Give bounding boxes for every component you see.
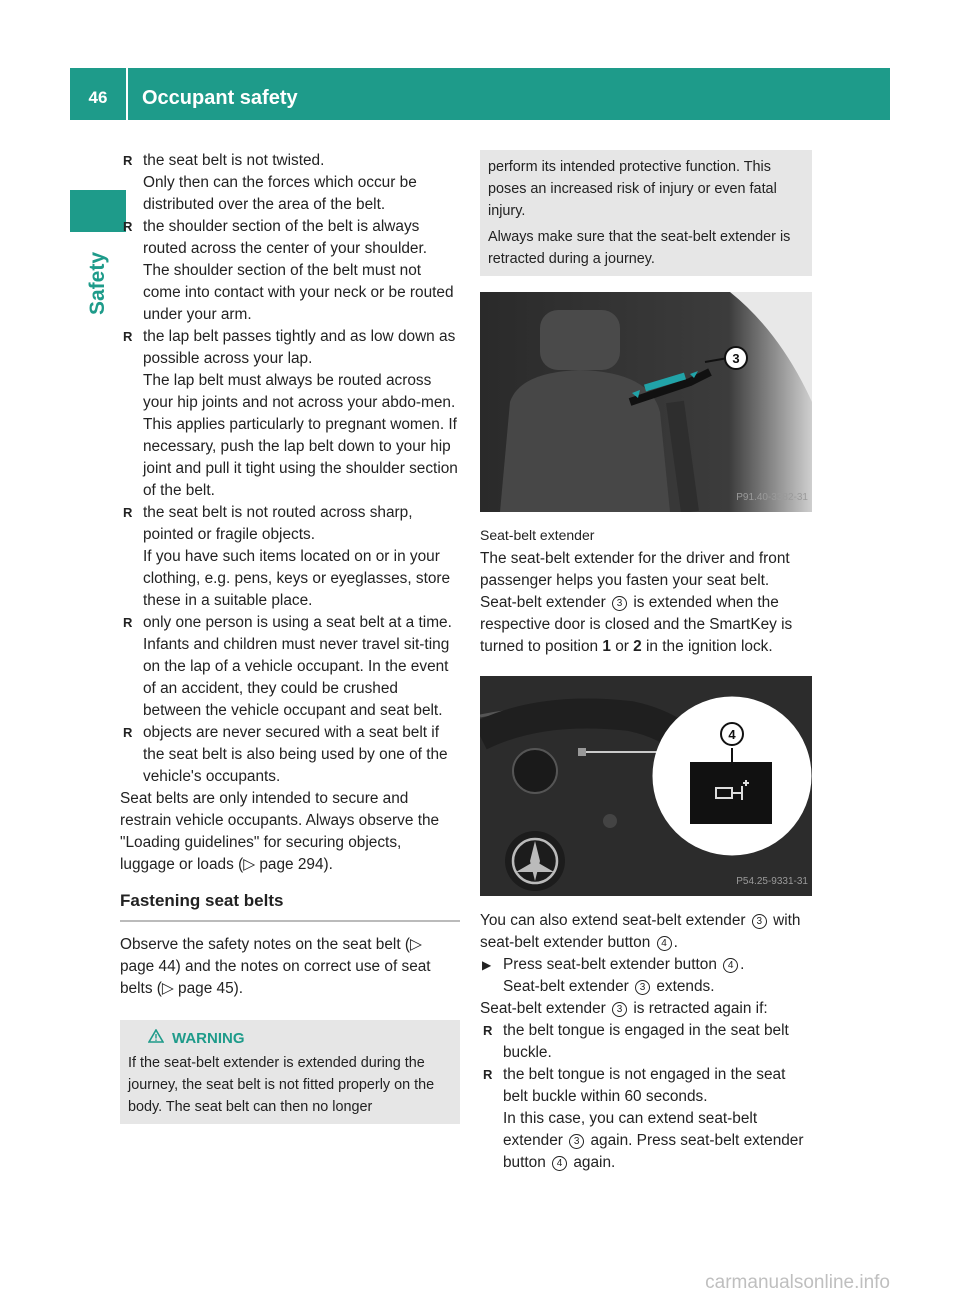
figure-caption: Seat-belt extender xyxy=(480,527,595,543)
callout-ref: 4 xyxy=(552,1156,567,1171)
warning-text: If the seat-belt extender is extended during the journey, the seat belt is not fitted properly on the body. The seat belt can then no longer xyxy=(128,1055,435,1115)
callout-ref: 3 xyxy=(752,914,767,929)
callout-ref: 3 xyxy=(569,1134,584,1149)
instruction-step: ▶ Press seat-belt extender button 4 . xyxy=(480,954,812,976)
callout-ref: 3 xyxy=(612,1002,627,1017)
list-item: R the shoulder section of the belt is always routed across the center of your shoulder. xyxy=(120,216,460,260)
watermark-footer: carmanualsonline.info xyxy=(705,1272,890,1293)
warning-text: perform its intended protective function. This poses an increased risk of injury or even fatal injury. xyxy=(488,159,777,219)
figure-code: P91.40-3382-31 xyxy=(736,492,808,503)
seat-illustration xyxy=(480,292,812,512)
paragraph: Seat-belt extender 3 is retracted again if: xyxy=(480,1000,768,1017)
step-result: Seat-belt extender 3 extends. xyxy=(503,978,715,995)
callout-ref: 4 xyxy=(723,958,738,973)
steering-wheel-illustration xyxy=(480,676,812,896)
page-number: 46 xyxy=(88,88,108,107)
paragraph: Seat-belt extender 3 is extended when the respective door is closed and the SmartKey is turned to position 1 or 2 in the ignition lock. xyxy=(480,594,793,655)
list-item-note: If you have such items located on or in your clothing, e.g. pens, keys or eyeglasses, store these in a suitable place. xyxy=(143,548,451,609)
list-item-note: In this case, you can extend seat-belt extender 3 again. Press seat-belt extender button 4 again. xyxy=(503,1110,804,1171)
warning-heading xyxy=(128,1028,452,1050)
right-column xyxy=(480,150,812,1174)
section-label: Safety xyxy=(86,251,109,315)
warning-box xyxy=(120,1020,460,1124)
left-column xyxy=(120,150,460,1124)
warning-text: Always make sure that the seat-belt extender is retracted during a journey. xyxy=(488,229,791,267)
list-item: R objects are never secured with a seat belt if the seat belt is also being used by one of the vehicle's occupants. xyxy=(120,722,460,788)
warning-box-continued xyxy=(480,150,812,276)
section-heading: Fastening seat belts xyxy=(120,890,460,922)
list-item: R only one person is using a seat belt at a time. xyxy=(120,612,460,634)
list-item-note: Only then can the forces which occur be distributed over the area of the belt. xyxy=(143,174,417,213)
callout-number: 4 xyxy=(728,727,736,742)
extender-button-image xyxy=(480,676,812,896)
header-divider xyxy=(126,68,128,120)
callout-number: 3 xyxy=(732,351,740,366)
seat-belt-extender-image xyxy=(480,292,812,512)
paragraph: The seat-belt extender for the driver and front passenger helps you fasten your seat belt. xyxy=(480,550,790,589)
figure-code: P54.25-9331-31 xyxy=(736,876,808,887)
list-item: R the seat belt is not twisted. xyxy=(120,150,460,172)
list-item-note: The lap belt must always be routed across your hip joints and not across your abdo-men. This applies particularly to pregnant women. If necessary, push the lap belt down to your hip joint and pull it tight using the shoulder section of the belt. xyxy=(143,372,458,499)
page-title: Occupant safety xyxy=(142,87,298,109)
callout-ref: 4 xyxy=(657,936,672,951)
paragraph: Observe the safety notes on the seat belt (▷ page 44) and the notes on correct use of seat belts (▷ page 45). xyxy=(120,936,431,997)
page-header xyxy=(70,68,890,120)
list-item-note: Infants and children must never travel sit-ting on the lap of a vehicle occupant. In the event of an accident, they could be crushed between the vehicle occupant and seat belt. xyxy=(143,636,450,719)
list-item-note: The shoulder section of the belt must not come into contact with your neck or be routed under your arm. xyxy=(143,262,454,323)
callout-ref: 3 xyxy=(635,980,650,995)
list-item: R the belt tongue is engaged in the seat belt buckle. xyxy=(480,1020,812,1064)
section-tab xyxy=(70,190,126,232)
list-item: R the seat belt is not routed across sharp, pointed or fragile objects. xyxy=(120,502,460,546)
callout-ref: 3 xyxy=(612,596,627,611)
paragraph: Seat belts are only intended to secure and restrain vehicle occupants. Always observe the "Loading guidelines" for securing objects, luggage or loads (▷ page 294). xyxy=(120,790,440,873)
warning-triangle-icon xyxy=(148,1028,164,1050)
paragraph: You can also extend seat-belt extender 3 with seat-belt extender button 4 . xyxy=(480,912,801,951)
list-item: R the belt tongue is not engaged in the seat belt buckle within 60 seconds. xyxy=(480,1064,812,1108)
warning-label: WARNING xyxy=(172,1030,245,1047)
list-item: R the lap belt passes tightly and as low down as possible across your lap. xyxy=(120,326,460,370)
